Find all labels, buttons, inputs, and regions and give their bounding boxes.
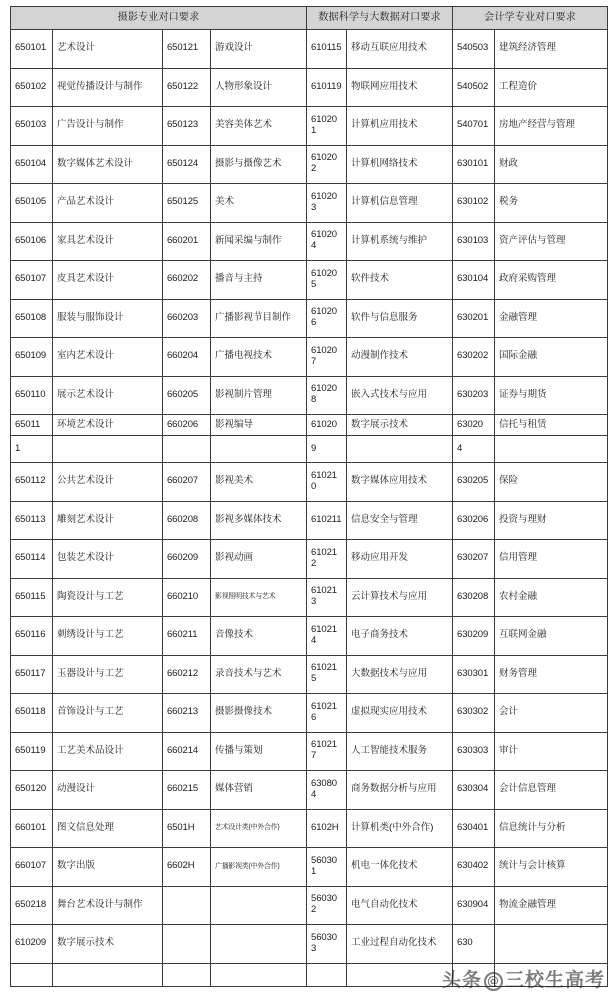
- cell-major-name: 广播电视技术: [211, 338, 307, 377]
- table-row: [11, 694, 608, 733]
- cell-code: 660207: [163, 463, 211, 502]
- cell-code: 6102H: [307, 809, 347, 848]
- cell-code: 610212: [307, 540, 347, 579]
- cell-major-name: 影视美术: [211, 463, 307, 502]
- cell-major-name: 影视动画: [211, 540, 307, 579]
- table-row: [11, 886, 608, 925]
- table-row: [11, 501, 608, 540]
- cell-major-name: 美容美体艺术: [211, 107, 307, 146]
- cell-code: 660101: [11, 809, 53, 848]
- cell-code: 650104: [11, 145, 53, 184]
- cell-code: 660214: [163, 732, 211, 771]
- cell-code: 650108: [11, 299, 53, 338]
- cell-code: 650113: [11, 501, 53, 540]
- cell-major-name: 数字展示技术: [53, 925, 163, 964]
- cell-major-name: 物流金融管理: [495, 886, 608, 925]
- table-row: [11, 963, 608, 986]
- cell-code: 560303: [307, 925, 347, 964]
- cell-code: 1: [11, 436, 53, 463]
- table-row: [11, 809, 608, 848]
- cell-code: 630203: [453, 376, 495, 415]
- cell-major-name: [211, 925, 307, 964]
- cell-major-name: 展示艺术设计: [53, 376, 163, 415]
- group-header-row: [11, 7, 608, 30]
- cell-code: 650115: [11, 578, 53, 617]
- cell-major-name: 广告设计与制作: [53, 107, 163, 146]
- table-row: [11, 617, 608, 656]
- cell-major-name: 室内艺术设计: [53, 338, 163, 377]
- cell-major-name: 数字媒体艺术设计: [53, 145, 163, 184]
- cell-code: 630209: [453, 617, 495, 656]
- table-row: [11, 107, 608, 146]
- cell-code: 650112: [11, 463, 53, 502]
- cell-major-name: 公共艺术设计: [53, 463, 163, 502]
- cell-code: 630904: [453, 886, 495, 925]
- cell-code: 650101: [11, 30, 53, 69]
- cell-code: 650107: [11, 261, 53, 300]
- cell-major-name: 统计与会计核算: [495, 848, 608, 887]
- cell-major-name: 游戏设计: [211, 30, 307, 69]
- cell-code: 650103: [11, 107, 53, 146]
- cell-major-name: 人工智能技术服务: [347, 732, 453, 771]
- cell-major-name: 新闻采编与制作: [211, 222, 307, 261]
- watermark-prefix: 头条: [441, 969, 482, 991]
- cell-code: 660201: [163, 222, 211, 261]
- cell-code: 630102: [453, 184, 495, 223]
- table-row: [11, 299, 608, 338]
- cell-code: 610216: [307, 694, 347, 733]
- cell-code: 650102: [11, 68, 53, 107]
- table-row: [11, 732, 608, 771]
- cell-major-name: 影视编导: [211, 415, 307, 436]
- cell-major-name: [53, 963, 163, 986]
- cell-code: 650125: [163, 184, 211, 223]
- cell-code: 660202: [163, 261, 211, 300]
- cell-major-name: 录音技术与艺术: [211, 655, 307, 694]
- cell-code: 660208: [163, 501, 211, 540]
- table-row: [11, 655, 608, 694]
- cell-major-name: 计算机类(中外合作): [347, 809, 453, 848]
- cell-major-name: 动漫制作技术: [347, 338, 453, 377]
- table-row: [11, 436, 608, 463]
- cell-code: 660203: [163, 299, 211, 338]
- cell-code: 650110: [11, 376, 53, 415]
- cell-code: 540701: [453, 107, 495, 146]
- cell-major-name: 软件技术: [347, 261, 453, 300]
- cell-code: 630304: [453, 771, 495, 810]
- cell-code: [163, 963, 211, 986]
- cell-major-name: 影视照明技术与艺术: [211, 578, 307, 617]
- cell-major-name: 工业过程自动化技术: [347, 925, 453, 964]
- cell-code: 610214: [307, 617, 347, 656]
- cell-major-name: 播音与主持: [211, 261, 307, 300]
- cell-major-name: 工艺美术品设计: [53, 732, 163, 771]
- table-row: [11, 222, 608, 261]
- cell-major-name: 软件与信息服务: [347, 299, 453, 338]
- cell-major-name: 大数据技术与应用: [347, 655, 453, 694]
- table-row: [11, 30, 608, 69]
- cell-code: 660107: [11, 848, 53, 887]
- cell-code: 630: [453, 925, 495, 964]
- cell-major-name: 税务: [495, 184, 608, 223]
- cell-major-name: 计算机系统与维护: [347, 222, 453, 261]
- cell-code: 630401: [453, 809, 495, 848]
- cell-major-name: 动漫设计: [53, 771, 163, 810]
- cell-major-name: 包装艺术设计: [53, 540, 163, 579]
- cell-major-name: 移动互联应用技术: [347, 30, 453, 69]
- cell-major-name: 云计算技术与应用: [347, 578, 453, 617]
- cell-major-name: 财政: [495, 145, 608, 184]
- cell-code: 630101: [453, 145, 495, 184]
- cell-major-name: 国际金融: [495, 338, 608, 377]
- cell-code: 630402: [453, 848, 495, 887]
- cell-major-name: 计算机网络技术: [347, 145, 453, 184]
- cell-code: 650122: [163, 68, 211, 107]
- cell-major-name: 机电一体化技术: [347, 848, 453, 887]
- table-row: [11, 184, 608, 223]
- cell-code: 650114: [11, 540, 53, 579]
- cell-code: 610201: [307, 107, 347, 146]
- cell-major-name: 雕刻艺术设计: [53, 501, 163, 540]
- cell-major-name: 服装与服饰设计: [53, 299, 163, 338]
- cell-code: 650120: [11, 771, 53, 810]
- cell-code: 61020: [307, 415, 347, 436]
- cell-code: 660213: [163, 694, 211, 733]
- cell-major-name: 数字出版: [53, 848, 163, 887]
- cell-code: 540502: [453, 68, 495, 107]
- cell-code: 610211: [307, 501, 347, 540]
- group-header-3: 会计学专业对口要求: [453, 7, 608, 30]
- cell-code: 65011: [11, 415, 53, 436]
- cell-major-name: 影视制片管理: [211, 376, 307, 415]
- cell-major-name: 审计: [495, 732, 608, 771]
- cell-code: 630207: [453, 540, 495, 579]
- cell-code: 650123: [163, 107, 211, 146]
- cell-major-name: 广播影视节目制作: [211, 299, 307, 338]
- cell-code: 660204: [163, 338, 211, 377]
- watermark-suffix: 三校生高考: [504, 969, 605, 991]
- cell-major-name: 视觉传播设计与制作: [53, 68, 163, 107]
- cell-major-name: 信托与租赁: [495, 415, 608, 436]
- cell-code: [163, 436, 211, 463]
- cell-code: 610202: [307, 145, 347, 184]
- cell-code: 660211: [163, 617, 211, 656]
- cell-code: 650121: [163, 30, 211, 69]
- cell-code: 9: [307, 436, 347, 463]
- cell-code: 660205: [163, 376, 211, 415]
- cell-major-name: 计算机信息管理: [347, 184, 453, 223]
- cell-code: 630202: [453, 338, 495, 377]
- cell-code: 610213: [307, 578, 347, 617]
- cell-major-name: 艺术设计类(中外合作): [211, 809, 307, 848]
- cell-major-name: [495, 436, 608, 463]
- cell-major-name: 玉器设计与工艺: [53, 655, 163, 694]
- cell-major-name: 保险: [495, 463, 608, 502]
- cell-major-name: 金融管理: [495, 299, 608, 338]
- cell-code: 630104: [453, 261, 495, 300]
- cell-major-name: 移动应用开发: [347, 540, 453, 579]
- cell-code: 650109: [11, 338, 53, 377]
- cell-code: 630205: [453, 463, 495, 502]
- table-row: [11, 68, 608, 107]
- table-row: [11, 338, 608, 377]
- watermark-at-icon: @: [484, 972, 503, 991]
- cell-code: 63020: [453, 415, 495, 436]
- cell-code: 630201: [453, 299, 495, 338]
- cell-major-name: 影视多媒体技术: [211, 501, 307, 540]
- cell-major-name: 图文信息处理: [53, 809, 163, 848]
- cell-code: 650117: [11, 655, 53, 694]
- cell-major-name: 舞台艺术设计与制作: [53, 886, 163, 925]
- cell-code: 610209: [11, 925, 53, 964]
- cell-code: [11, 963, 53, 986]
- cell-major-name: 虚拟现实应用技术: [347, 694, 453, 733]
- table-row: [11, 145, 608, 184]
- cell-major-name: 投资与理财: [495, 501, 608, 540]
- cell-code: 650116: [11, 617, 53, 656]
- majors-requirement-table: [10, 6, 608, 987]
- cell-major-name: 产品艺术设计: [53, 184, 163, 223]
- cell-major-name: 数字媒体应用技术: [347, 463, 453, 502]
- cell-code: 610203: [307, 184, 347, 223]
- cell-major-name: 计算机应用技术: [347, 107, 453, 146]
- cell-code: 560301: [307, 848, 347, 887]
- cell-major-name: [347, 436, 453, 463]
- cell-code: 610119: [307, 68, 347, 107]
- cell-code: 650105: [11, 184, 53, 223]
- cell-code: 650106: [11, 222, 53, 261]
- cell-code: 650124: [163, 145, 211, 184]
- cell-code: 650119: [11, 732, 53, 771]
- cell-code: 630208: [453, 578, 495, 617]
- cell-code: 630301: [453, 655, 495, 694]
- cell-code: 630206: [453, 501, 495, 540]
- cell-major-name: 电气自动化技术: [347, 886, 453, 925]
- cell-major-name: 信息统计与分析: [495, 809, 608, 848]
- table-row: [11, 261, 608, 300]
- cell-major-name: 摄影与摄像艺术: [211, 145, 307, 184]
- cell-major-name: [53, 436, 163, 463]
- cell-major-name: 艺术设计: [53, 30, 163, 69]
- cell-code: 610205: [307, 261, 347, 300]
- group-header-2: 数据科学与大数据对口要求: [307, 7, 453, 30]
- cell-major-name: 广播影视类(中外合作): [211, 848, 307, 887]
- cell-code: 560302: [307, 886, 347, 925]
- cell-code: 610115: [307, 30, 347, 69]
- cell-major-name: 会计: [495, 694, 608, 733]
- table-row: [11, 848, 608, 887]
- cell-major-name: 商务数据分析与应用: [347, 771, 453, 810]
- cell-major-name: 证券与期货: [495, 376, 608, 415]
- cell-major-name: 陶瓷设计与工艺: [53, 578, 163, 617]
- cell-code: 630804: [307, 771, 347, 810]
- group-header-1: 摄影专业对口要求: [11, 7, 307, 30]
- cell-code: 540503: [453, 30, 495, 69]
- cell-major-name: 政府采购管理: [495, 261, 608, 300]
- cell-code: 610204: [307, 222, 347, 261]
- cell-code: [163, 925, 211, 964]
- cell-major-name: 物联网应用技术: [347, 68, 453, 107]
- cell-code: 630303: [453, 732, 495, 771]
- cell-major-name: [495, 925, 608, 964]
- cell-code: 610217: [307, 732, 347, 771]
- cell-code: 6602H: [163, 848, 211, 887]
- cell-major-name: 环境艺术设计: [53, 415, 163, 436]
- table-row: [11, 540, 608, 579]
- cell-major-name: 农村金融: [495, 578, 608, 617]
- cell-code: 4: [453, 436, 495, 463]
- table-row: [11, 925, 608, 964]
- cell-major-name: 会计信息管理: [495, 771, 608, 810]
- cell-major-name: 首饰设计与工艺: [53, 694, 163, 733]
- cell-major-name: 建筑经济管理: [495, 30, 608, 69]
- cell-major-name: 皮具艺术设计: [53, 261, 163, 300]
- cell-major-name: 房地产经营与管理: [495, 107, 608, 146]
- cell-code: [307, 963, 347, 986]
- cell-major-name: 美术: [211, 184, 307, 223]
- cell-code: 660209: [163, 540, 211, 579]
- cell-major-name: 人物形象设计: [211, 68, 307, 107]
- cell-major-name: 摄影摄像技术: [211, 694, 307, 733]
- cell-code: [163, 886, 211, 925]
- cell-code: 660206: [163, 415, 211, 436]
- cell-code: 610215: [307, 655, 347, 694]
- cell-code: 650118: [11, 694, 53, 733]
- cell-major-name: 刺绣设计与工艺: [53, 617, 163, 656]
- cell-major-name: [211, 963, 307, 986]
- cell-major-name: 信息安全与管理: [347, 501, 453, 540]
- cell-major-name: 音像技术: [211, 617, 307, 656]
- cell-code: 630103: [453, 222, 495, 261]
- cell-code: 660210: [163, 578, 211, 617]
- cell-code: 6501H: [163, 809, 211, 848]
- cell-major-name: 传播与策划: [211, 732, 307, 771]
- table-row: [11, 771, 608, 810]
- table-row: [11, 376, 608, 415]
- cell-code: 610208: [307, 376, 347, 415]
- table-row: [11, 415, 608, 436]
- cell-code: 610207: [307, 338, 347, 377]
- cell-major-name: 嵌入式技术与应用: [347, 376, 453, 415]
- cell-major-name: 财务管理: [495, 655, 608, 694]
- cell-major-name: 媒体营销: [211, 771, 307, 810]
- cell-major-name: 工程造价: [495, 68, 608, 107]
- cell-major-name: 电子商务技术: [347, 617, 453, 656]
- cell-code: 610210: [307, 463, 347, 502]
- cell-major-name: 数字展示技术: [347, 415, 453, 436]
- cell-code: 650218: [11, 886, 53, 925]
- cell-major-name: [211, 436, 307, 463]
- cell-major-name: [495, 963, 608, 986]
- cell-major-name: 资产评估与管理: [495, 222, 608, 261]
- table-row: [11, 463, 608, 502]
- table-header: [11, 7, 608, 30]
- cell-code: 630302: [453, 694, 495, 733]
- cell-code: 660215: [163, 771, 211, 810]
- cell-code: 610206: [307, 299, 347, 338]
- cell-code: [453, 963, 495, 986]
- cell-major-name: 信用管理: [495, 540, 608, 579]
- table-row: [11, 578, 608, 617]
- cell-major-name: 家具艺术设计: [53, 222, 163, 261]
- cell-major-name: 互联网金融: [495, 617, 608, 656]
- cell-major-name: [347, 963, 453, 986]
- table-body: [11, 30, 608, 987]
- cell-code: 660212: [163, 655, 211, 694]
- cell-major-name: [211, 886, 307, 925]
